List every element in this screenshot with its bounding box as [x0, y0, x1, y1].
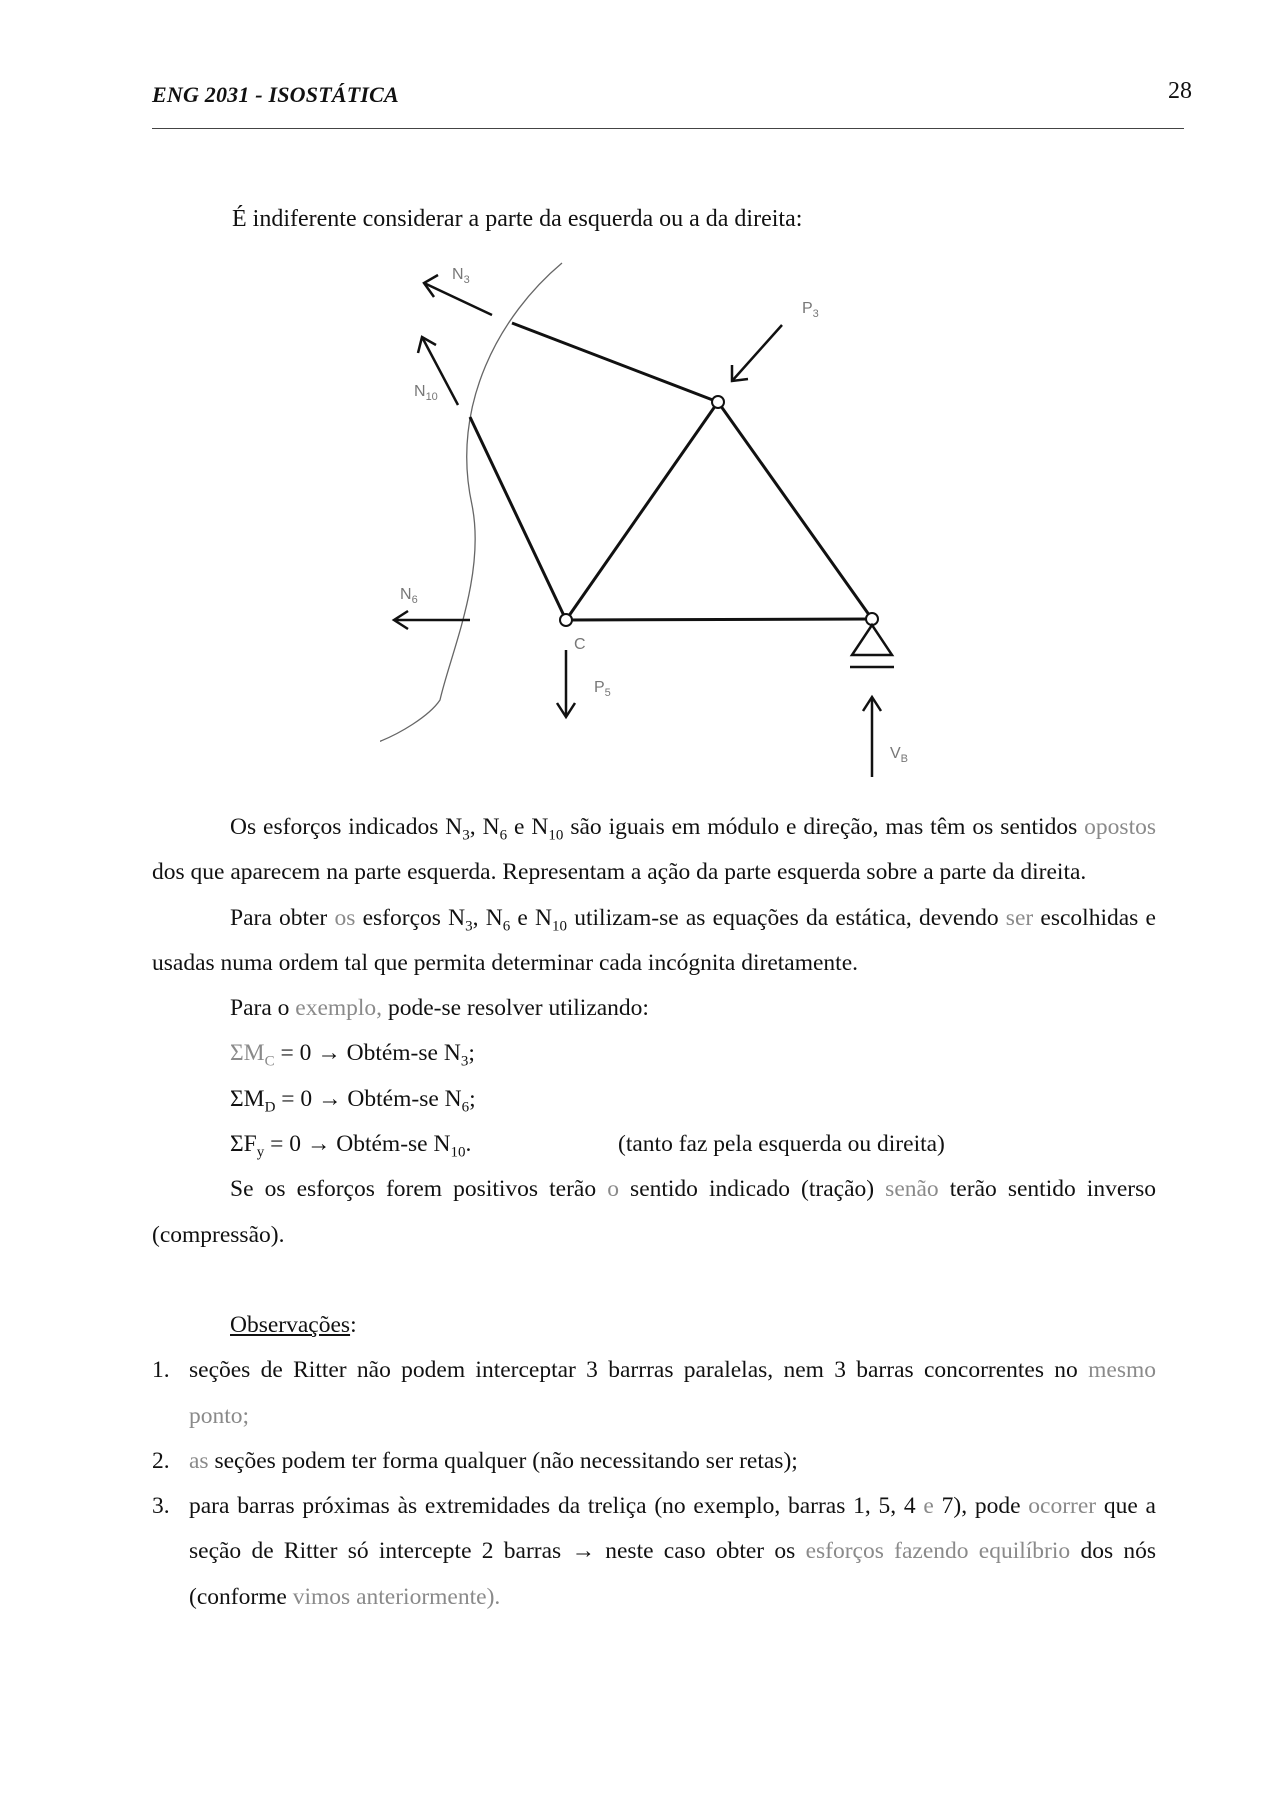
ritter-section-curve [380, 263, 562, 745]
paragraph-sinal: Se os esforços forem positivos terão o sentido indicado (tração) senão terão sentido inverso (compressão). [152, 1176, 1156, 1248]
observations-list [152, 1348, 1156, 1620]
joint-top [712, 396, 724, 408]
bar-bottom-chord [566, 619, 872, 620]
paragraph-exemplo: Para o exemplo, pode-se resolver utilizando: [230, 995, 649, 1022]
bar-top-chord [512, 323, 718, 402]
bar-right-diagonal [718, 402, 872, 619]
equation-moment-c: $\Sigma M_C = 0$ → Obtém-se $N_3$; [230, 1040, 475, 1071]
label-vb: $V_B$ [890, 745, 909, 765]
list-item: 3. para barras próximas às extremidades da treliça (no exemplo, barras 1, 5, 4 e 7), pode ocorrer que a seção de Ritter só intercepte 2 barras → neste caso obter os esforços fazendo equilíbrio dos nós (conforme vimos anteriormente). [152, 1493, 1157, 1610]
page-number: 28 [1168, 78, 1192, 104]
label-n3: $N_3$ [452, 266, 470, 286]
paragraph-esforcos: Os esforços indicados $N_3$, $N_6$ e $N_{10}$ são iguais em módulo e direção, mas têm os sentidos opostos dos que aparecem na parte esquerda. Representam a ação da parte esquerda sobre a parte da direita. [152, 814, 1156, 886]
arrow-p5 [557, 650, 575, 717]
pin-support-icon [850, 625, 894, 667]
label-p3: $P_3$ [802, 300, 819, 320]
bar-middle-diagonal [566, 402, 718, 620]
bar-left-diagonal [470, 417, 566, 620]
observations-heading: Observações: [230, 1311, 357, 1338]
label-p5: $P_5$ [594, 679, 611, 699]
page-header [152, 78, 1192, 129]
label-n10: $N_{10}$ [414, 383, 438, 403]
label-joint-c: C [574, 636, 586, 653]
equation-moment-d: $\Sigma M_D = 0$ → Obtém-se $N_6$; [230, 1085, 476, 1116]
paragraph-equacoes: Para obter os esforços $N_3$, $N_6$ e $N_{10}$ utilizam-se as equações da estática, devendo ser escolhidas e usadas numa ordem tal que permita determinar cada incógnita diretamente. [152, 904, 1156, 976]
equation-note: (tanto faz pela esquerda ou direita) [618, 1131, 945, 1158]
truss-diagram [380, 255, 940, 785]
course-title: ENG 2031 - ISOSTÁTICA [152, 82, 399, 107]
intro-sentence: É indiferente considerar a parte da esquerda ou a da direita: [232, 206, 803, 232]
list-item: 2. as seções podem ter forma qualquer (não necessitando ser retas); [152, 1447, 798, 1474]
list-item: 1. seções de Ritter não podem interceptar 3 barrras paralelas, nem 3 barras concorrentes no mesmo ponto; [152, 1357, 1156, 1429]
equation-force-y: $\Sigma F_y = 0$ → Obtém-se $N_{10}$. (tanto faz pela esquerda ou direita) [152, 1122, 1156, 1167]
truss-figure [380, 255, 940, 785]
body-text [152, 805, 1156, 1620]
label-n6: $N_6$ [400, 586, 418, 606]
joint-c [560, 614, 572, 626]
arrow-p3 [732, 325, 782, 381]
arrow-n6 [394, 611, 470, 629]
arrow-vb [863, 697, 881, 777]
